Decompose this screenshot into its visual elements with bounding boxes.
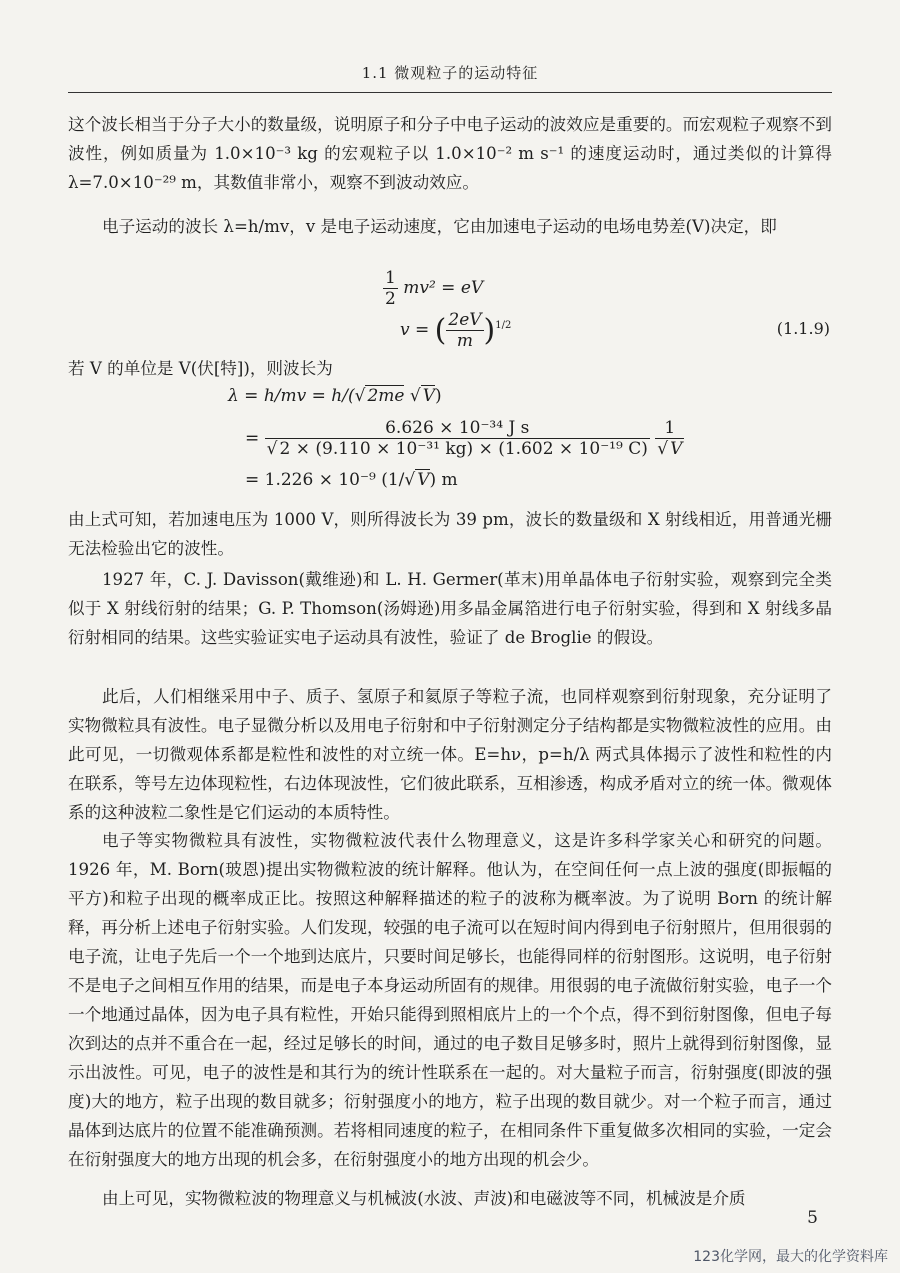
sqrt-V: V: [422, 386, 435, 406]
paragraph-4: 由上式可知，若加速电压为 1000 V，则所得波长为 39 pm，波长的数量级和 X 射线相近，用普通光栅无法检验出它的波性。: [68, 510, 832, 558]
paragraph-5: 1927 年，C. J. Davisson(戴维逊)和 L. H. Germer(革末)用单晶体电子衍射实验，观察到完全类似于 X 射线衍射的结果；G. P. Thomson(汤姆逊)用多晶金属箔进行电子衍射实验，得到和 X 射线多晶衍射相同的结果。这些实验证实电子运动具有波性，验证了 de Broglie 的假设。: [68, 570, 832, 647]
page-number: 5: [807, 1208, 818, 1228]
equation-lambda-line2: = $\frac{\text{6.626 × 10⁻³⁴ J s}}{\text{√ 2 × (9.110 × 10⁻³¹ kg) × (1.602 × 10⁻¹⁹ C)}}$ $\frac{1}{√ V}$: [245, 418, 683, 459]
fraction-one-over-sqrtV: $\frac{1}{√ V}$: [657, 418, 683, 459]
paragraph-2: 电子运动的波长 λ=h/mv，v 是电子运动速度，它由加速电子运动的电场电势差(V)决定，即: [102, 217, 777, 236]
fraction-2eV-over-m: $\frac{2eV}{m}$: [448, 310, 482, 351]
paragraph-8: 由上可见，实物微粒波的物理意义与机械波(水波、声波)和电磁波等不同，机械波是介质: [102, 1189, 746, 1208]
equation-lambda-line1-text: λ = h/mv = h/(: [228, 386, 355, 406]
equation-velocity-power: 1/2: [495, 320, 512, 331]
equation-lambda-line3-text: = 1.226 × 10⁻⁹ (1/: [245, 470, 405, 490]
paragraph-7: 电子等实物微粒具有波性，实物微粒波代表什么物理意义，这是许多科学家关心和研究的问题。1926 年，M. Born(玻恩)提出实物微粒波的统计解释。他认为，在空间任何一点上波的强度(即振幅的平方)和粒子出现的概率成正比。按照这种解释描述的粒子的波称为概率波。为了说明 Born 的统计解释，再分析上述电子衍射实验。人们发现，较强的电子流可以在短时间内得到电子衍射照片，但用很弱的电子流，让电子先后一个一个地到达底片，只要时间足够长，也能得同样的衍射图形。这说明，电子衍射不是电子之间相互作用的结果，而是电子本身运动所固有的规律。用很弱的电子流做衍射实验，电子一个一个地通过晶体，因为电子具有粒性，开始只能得到照相底片上的一个个点，得不到衍射图像，但电子每次到达的点并不重合在一起，经过足够长的时间，通过的电子数目足够多时，照片上就得到衍射图像，显示出波性。可见，电子的波性是和其行为的统计性联系在一起的。对大量粒子而言，衍射强度(即波的强度)大的地方，粒子出现的数目就多；衍射强度小的地方，粒子出现的数目就少。对一个粒子而言，通过晶体到达底片的位置不能准确预测。若将相同速度的粒子，在相同条件下重复做多次相同的实验，一定会在衍射强度大的地方出现的机会多，在衍射强度小的地方出现的机会少。: [68, 831, 832, 1169]
header-rule: [68, 92, 832, 93]
equation-lambda-line3: = 1.226 × 10⁻⁹ (1/√ V) m: [245, 470, 458, 490]
equation-kinetic-energy-text: mv² = eV: [403, 278, 484, 298]
sqrt-2me: 2me: [367, 386, 405, 406]
paragraph-3: 若 V 的单位是 V(伏[特])，则波长为: [68, 359, 333, 378]
running-header: 1.1 微观粒子的运动特征: [361, 64, 539, 82]
equation-kinetic-energy: [383, 268, 483, 309]
paragraph-1: 这个波长相当于分子大小的数量级，说明原子和分子中电子运动的波效应是重要的。而宏观粒子观察不到波性，例如质量为 1.0×10⁻³ kg 的宏观粒子以 1.0×10⁻² m s⁻¹ 的速度运动时，通过类似的计算得 λ=7.0×10⁻²⁹ m，其数值非常小，观察不到波动效应。: [68, 115, 832, 192]
equation-lambda-line3-tail: ) m: [429, 470, 458, 490]
equation-number: (1.1.9): [776, 319, 830, 338]
fraction-lambda-numeric: $\frac{\text{6.626 × 10⁻³⁴ J s}}{\text{√ 2 × (9.110 × 10⁻³¹ kg) × (1.602 × 10⁻¹⁹ C)}}$: [266, 418, 648, 459]
equation-velocity-lhs: v =: [400, 320, 435, 340]
fraction-one-half: $\frac{1}{2}$: [385, 268, 396, 309]
paragraph-6: 此后，人们相继采用中子、质子、氢原子和氦原子等粒子流，也同样观察到衍射现象，充分证明了实物微粒具有波性。电子显微分析以及用电子衍射和中子衍射测定分子结构都是实物微粒波性的应用。由此可见，一切微观体系都是粒性和波性的对立统一体。E=hν，p=h/λ 两式具体揭示了波性和粒性的内在联系，等号左边体现粒性，右边体现波性，它们彼此联系，互相渗透，构成矛盾对立的统一体。微观体系的这种波粒二象性是它们运动的本质特性。: [68, 687, 832, 822]
equation-lambda-line1: λ = h/mv = h/(√ 2me √ V): [228, 386, 442, 406]
equation-velocity: v = ( $\frac{2eV}{m}$ )$^{1/2}$: [400, 310, 512, 351]
watermark: 123化学网，最大的化学资料库: [693, 1249, 888, 1265]
